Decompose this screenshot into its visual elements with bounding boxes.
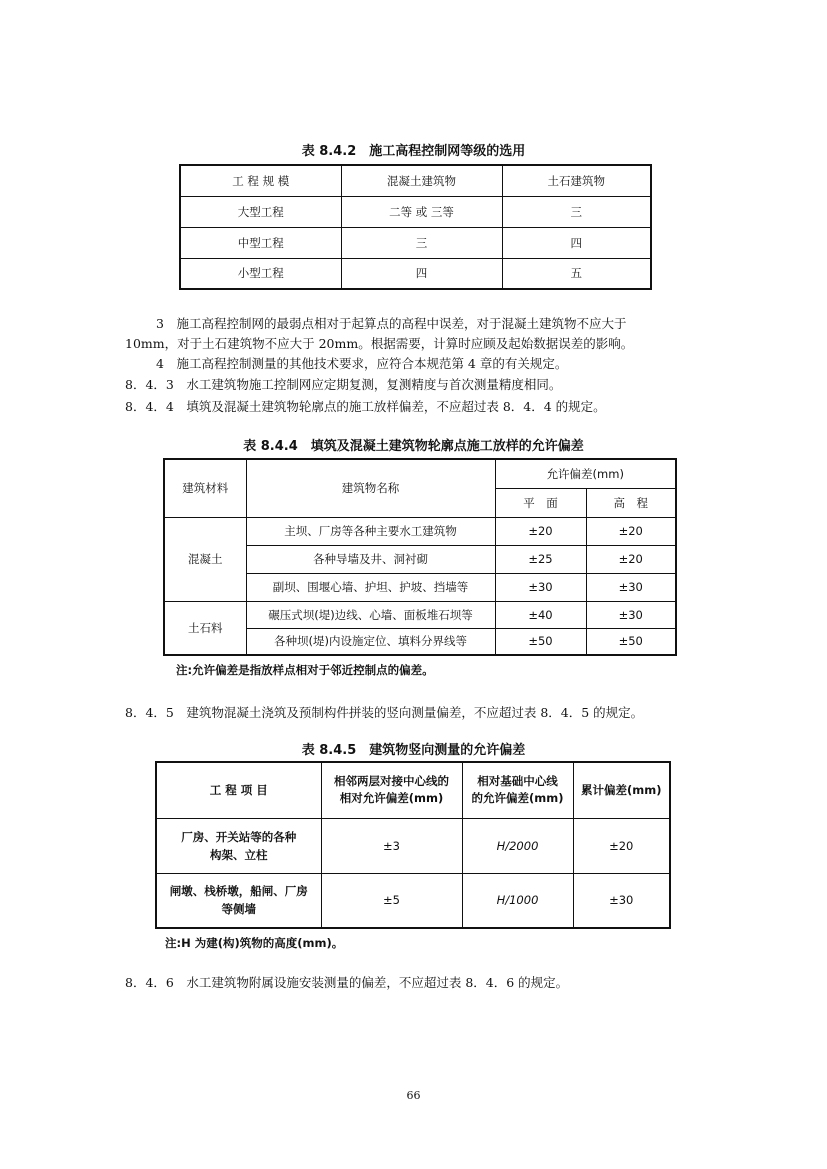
- paragraph-4: 4 施工高程控制测量的其他技术要求，应符合本规范第 4 章的有关规定。: [156, 356, 568, 371]
- table-cell: 各种坝(堤)内设施定位、填料分界线等: [246, 628, 495, 655]
- table-row: [156, 873, 670, 928]
- table-cell: 三: [502, 196, 651, 227]
- table-header-cell: 混凝土建筑物: [341, 165, 502, 196]
- table-cell: ±30: [586, 601, 676, 628]
- table-cell: ±30: [586, 573, 676, 601]
- table-group-cell: 混凝土: [164, 517, 246, 601]
- table-header-cell: 累计偏差(mm): [573, 762, 670, 818]
- table-cell: H/1000: [462, 873, 573, 928]
- table-cell: 二等 或 三等: [341, 196, 502, 227]
- section-8-4-3: 8．4．3 水工建筑物施工控制网应定期复测，复测精度与首次测量精度相同。: [125, 377, 562, 392]
- paragraph-3-line-2: 10mm，对于土石建筑物不应大于 20mm。根据需要，计算时应顾及起始数据误差的影响。: [125, 336, 634, 351]
- table-842: [179, 164, 652, 290]
- table-cell: ±20: [495, 517, 586, 545]
- table-cell: 四: [341, 258, 502, 289]
- table-header-cell: 允许偏差(mm): [495, 459, 676, 488]
- table-cell: 厂房、开关站等的各种 构架、立柱: [156, 818, 321, 873]
- table-cell: 中型工程: [180, 227, 341, 258]
- table-row: [164, 517, 676, 545]
- table-header-cell: 土石建筑物: [502, 165, 651, 196]
- table-header-cell: 高 程: [586, 488, 676, 517]
- table-group-cell: 土石料: [164, 601, 246, 655]
- table-cell: ±30: [573, 873, 670, 928]
- table-cell: 副坝、围堰心墙、护坦、护坡、挡墙等: [246, 573, 495, 601]
- table-cell: 五: [502, 258, 651, 289]
- table-header-cell: 相邻两层对接中心线的 相对允许偏差(mm): [321, 762, 462, 818]
- table-cell: ±20: [573, 818, 670, 873]
- table-cell: ±50: [495, 628, 586, 655]
- table-cell: ±50: [586, 628, 676, 655]
- table-header-cell: 相对基础中心线 的允许偏差(mm): [462, 762, 573, 818]
- table-header-cell: 建筑材料: [164, 459, 246, 517]
- table-cell: 闸墩、栈桥墩，船闸、厂房 等侧墙: [156, 873, 321, 928]
- table-cell: 三: [341, 227, 502, 258]
- table-cell: 各种导墙及井、洞衬砌: [246, 545, 495, 573]
- table-row: [180, 227, 651, 258]
- table-cell: ±20: [586, 517, 676, 545]
- table-cell: 主坝、厂房等各种主要水工建筑物: [246, 517, 495, 545]
- table-cell: 碾压式坝(堤)边线、心墙、面板堆石坝等: [246, 601, 495, 628]
- table-caption-844: 表 8.4.4 填筑及混凝土建筑物轮廓点施工放样的允许偏差: [243, 439, 584, 454]
- table-cell: 小型工程: [180, 258, 341, 289]
- table-cell: 大型工程: [180, 196, 341, 227]
- table-cell: ±5: [321, 873, 462, 928]
- table-cell: ±25: [495, 545, 586, 573]
- table-row: [180, 258, 651, 289]
- table-844: [163, 458, 677, 656]
- table-caption-842: 表 8.4.2 施工高程控制网等级的选用: [301, 144, 526, 159]
- paragraph-3-line-1: 3 施工高程控制网的最弱点相对于起算点的高程中误差，对于混凝土建筑物不应大于: [156, 316, 627, 331]
- table-header-cell: 工 程 规 模: [180, 165, 341, 196]
- section-8-4-5: 8．4．5 建筑物混凝土浇筑及预制构件拼装的竖向测量偏差，不应超过表 8．4．5 的规定。: [125, 705, 644, 720]
- table-row: [164, 601, 676, 628]
- table-header-cell: 平 面: [495, 488, 586, 517]
- table-845: [155, 761, 671, 929]
- section-8-4-4: 8．4．4 填筑及混凝土建筑物轮廓点的施工放样偏差，不应超过表 8．4．4 的规定。: [125, 399, 606, 414]
- table-845-note: 注:H 为建(构)筑物的高度(mm)。: [165, 936, 344, 950]
- table-caption-845: 表 8.4.5 建筑物竖向测量的允许偏差: [301, 743, 526, 758]
- table-cell: ±40: [495, 601, 586, 628]
- page-number: 66: [406, 1089, 421, 1102]
- table-cell: ±30: [495, 573, 586, 601]
- table-header-cell: 建筑物名称: [246, 459, 495, 517]
- section-8-4-6: 8．4．6 水工建筑物附属设施安装测量的偏差，不应超过表 8．4．6 的规定。: [125, 975, 569, 990]
- table-cell: H/2000: [462, 818, 573, 873]
- table-cell: 四: [502, 227, 651, 258]
- table-header-cell: 工 程 项 目: [156, 762, 321, 818]
- table-cell: ±3: [321, 818, 462, 873]
- table-844-note: 注:允许偏差是指放样点相对于邻近控制点的偏差。: [176, 663, 434, 677]
- table-row: [180, 196, 651, 227]
- table-cell: ±20: [586, 545, 676, 573]
- table-row: [156, 818, 670, 873]
